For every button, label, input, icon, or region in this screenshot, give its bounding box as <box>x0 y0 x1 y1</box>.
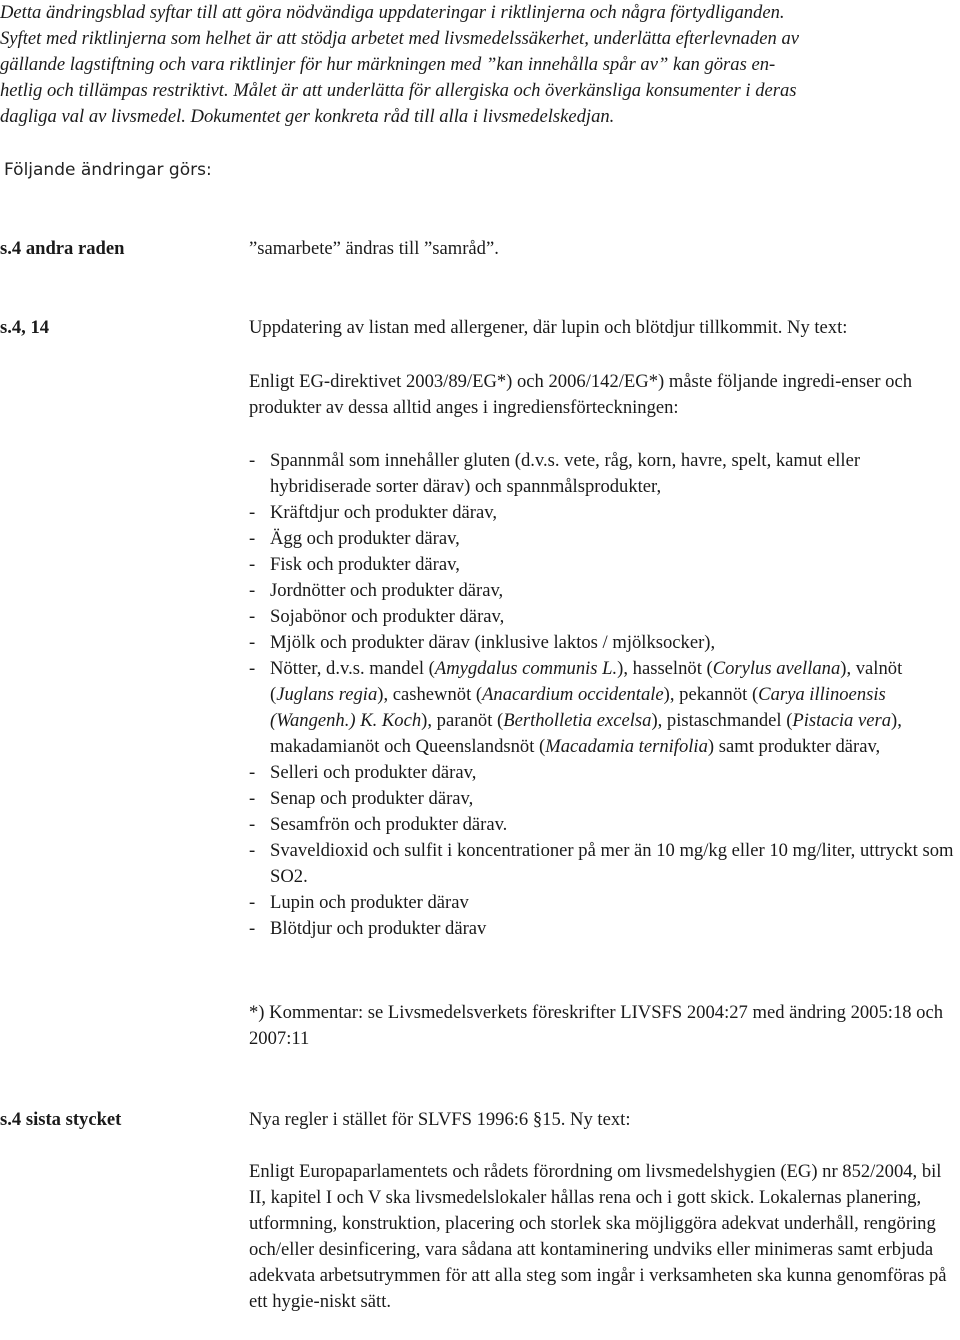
list-item: - Mjölk och produkter därav (inklusive laktos / mjölksocker), <box>249 632 716 653</box>
changes-heading: Följande ändringar görs: <box>4 160 212 180</box>
change-label: s.4 andra raden <box>0 238 125 259</box>
list-item: - Jordnötter och produkter därav, <box>249 580 504 601</box>
list-item: - Svaveldioxid och sulfit i koncentrationer på mer än 10 mg/kg eller 10 mg/liter, uttryckt som SO2. <box>249 840 954 887</box>
intro-line: gällande lagstiftning och vara riktlinjer för hur märkningen med ”kan innehålla spår av” kan göras en- <box>0 54 776 75</box>
intro-line: hetlig och tillämpas restriktivt. Målet är att underlätta för allergiska och överkänsliga konsumenter i deras <box>0 80 797 101</box>
list-item: - Kräftdjur och produkter därav, <box>249 502 497 523</box>
list-item: - Fisk och produkter därav, <box>249 554 460 575</box>
list-item: - Selleri och produkter därav, <box>249 762 477 783</box>
list-item: - Lupin och produkter därav <box>249 892 469 913</box>
change-text: Uppdatering av listan med allergener, där lupin och blötdjur tillkommit. Ny text: <box>249 317 848 338</box>
intro-paragraph <box>0 0 958 130</box>
list-item: - Blötdjur och produkter därav <box>249 918 487 939</box>
list-item: - Sesamfrön och produkter därav. <box>249 814 508 835</box>
change-label: s.4, 14 <box>0 317 50 338</box>
list-item: - Sojabönor och produkter därav, <box>249 606 505 627</box>
change-paragraph: Enligt EG-direktivet 2003/89/EG*) och 2006/142/EG*) måste följande ingredi-enser och produkter av dessa alltid anges i ingrediensförteckningen: <box>249 371 913 418</box>
change-paragraph: Enligt Europaparlamentets och rådets förordning om livsmedelshygien (EG) nr 852/2004, bil II, kapitel I och V ska livsmedelslokaler hållas rena och i gott skick. Lokalernas planering, utformning, konstruktion, placering och storlek ska möjliggöra adekvat underhåll, rengöring och/eller desinficering, vara sådana att kontaminering undviks eller minimeras samt erbjuda adekvata arbetsutrymmen för att alla steg som ingår i verksamheten ska kunna genomföras på ett hygie-niskt sätt. <box>249 1161 947 1312</box>
intro-line: dagliga val av livsmedel. Dokumentet ger konkreta råd till alla i livsmedelskedjan. <box>0 106 615 127</box>
footnote: *) Kommentar: se Livsmedelsverkets föreskrifter LIVSFS 2004:27 med ändring 2005:18 och 2007:11 <box>249 1002 944 1049</box>
intro-line: Detta ändringsblad syftar till att göra nödvändiga uppdateringar i riktlinjerna och några förtydliganden. <box>0 2 785 23</box>
list-item: - Ägg och produkter därav, <box>249 528 460 549</box>
change-text: ”samarbete” ändras till ”samråd”. <box>249 238 499 259</box>
intro-line: Syftet med riktlinjerna som helhet är att stödja arbetet med livsmedelssäkerhet, underlätta efterlevnaden av <box>0 28 800 49</box>
list-item: - Spannmål som innehåller gluten (d.v.s. vete, råg, korn, havre, spelt, kamut eller hybridiserade sorter därav) och spannmålsprodukter, <box>249 450 861 497</box>
change-label: s.4 sista stycket <box>0 1109 122 1130</box>
list-item: - Senap och produkter därav, <box>249 788 474 809</box>
list-item: - Nötter, d.v.s. mandel (Amygdalus communis L.), hasselnöt (Corylus avellana), valnöt (Juglans regia), cashewnöt (Anacardium occidentale), pekannöt (Carya illinoensis (Wangenh.) K. Koch), paranöt (Bertholletia excelsa), pistaschmandel (Pistacia vera), makadamianöt och Queenslandsnöt (Macadamia ternifolia) samt produkter därav, <box>249 658 903 757</box>
allergen-list <box>249 448 960 942</box>
change-text: Nya regler i stället för SLVFS 1996:6 §15. Ny text: <box>249 1109 631 1130</box>
